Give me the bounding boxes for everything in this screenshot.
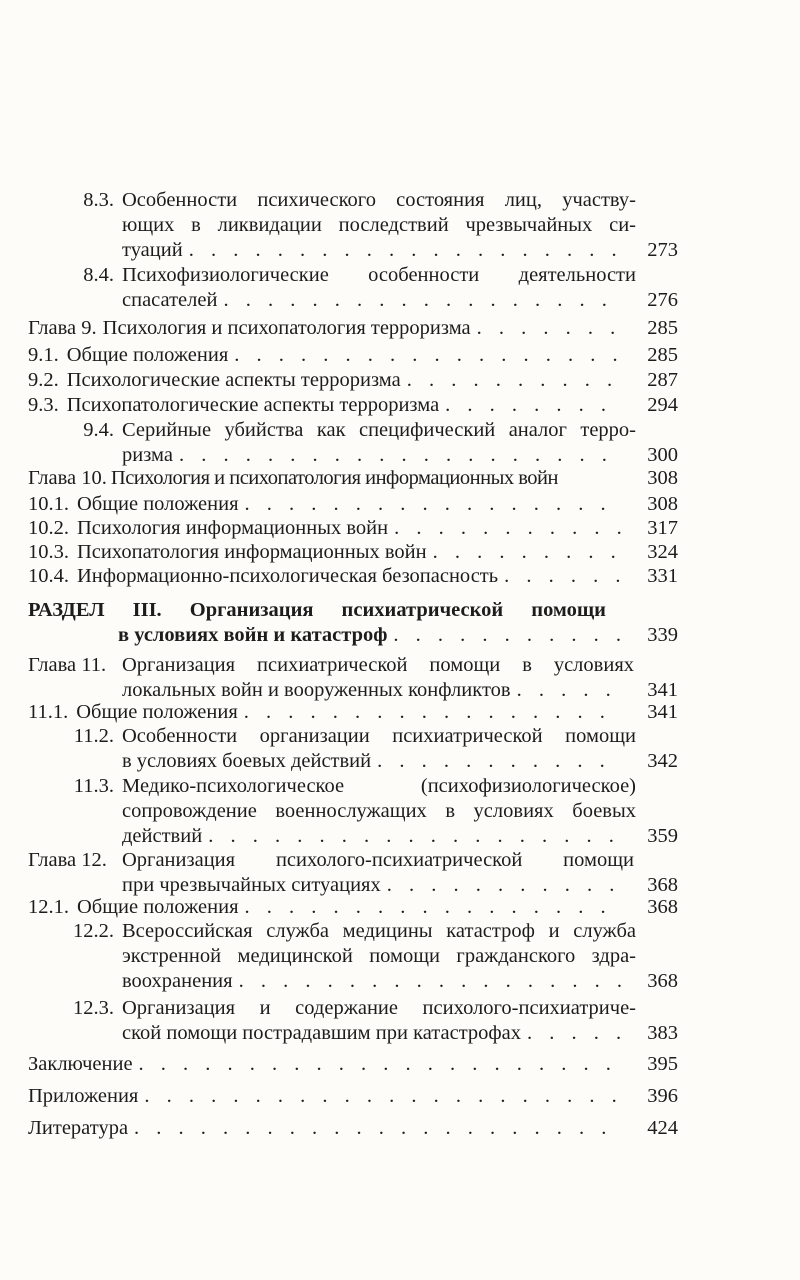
entry-title: Литература	[28, 1117, 129, 1139]
toc-entry-9-1	[28, 343, 678, 368]
entry-number: 9.1.	[28, 344, 59, 366]
page-number: 341	[647, 679, 678, 701]
entry-title-line-row	[122, 944, 636, 969]
leader-dots	[433, 540, 622, 565]
entry-number: 10.2.	[28, 517, 69, 539]
leader-dots	[393, 623, 622, 648]
toc-entry-11-2	[28, 724, 678, 749]
entry-title-line-row	[122, 799, 636, 824]
toc-entry-9-2	[28, 368, 678, 393]
page-number: 341	[647, 701, 678, 723]
entry-title-line: действий	[122, 825, 203, 847]
entry-title: Заключение	[28, 1053, 133, 1075]
toc-entry-12-3	[28, 996, 678, 1021]
leader-dots	[223, 288, 622, 313]
toc-entry-11-3	[28, 774, 678, 799]
chapter-label: Глава 12.	[28, 849, 107, 871]
toc-conclusion	[28, 1052, 678, 1077]
chapter-label: Глава 11.	[28, 654, 107, 676]
page-number: 273	[647, 239, 678, 261]
section-title-line: в условиях войн и катастроф	[118, 624, 388, 646]
entry-title-line: ской помощи пострадавшим при катастрофах	[122, 1022, 522, 1044]
chapter-label: Глава 9.	[28, 317, 97, 339]
entry-title-line: в условиях боевых действий	[122, 750, 372, 772]
entry-title: Общие положения	[66, 344, 229, 366]
page-number: 368	[647, 896, 678, 918]
entry-title-line: Медико-психологическое (психофизиологическое)	[122, 775, 636, 797]
leader-dots	[527, 1021, 622, 1046]
entry-number: 9.4.	[83, 419, 114, 441]
entry-number: 9.2.	[28, 369, 59, 391]
page-number: 287	[647, 369, 678, 391]
entry-title-line: ющих в ликвидации последствий чрезвычайных си-	[122, 214, 636, 236]
entry-title-line: Психофизиологические особенности деятельности	[122, 264, 636, 286]
page-number: 359	[647, 825, 678, 847]
page-number: 285	[647, 317, 678, 339]
toc-entry-10-4	[28, 564, 678, 589]
entry-number: 8.3.	[83, 189, 114, 211]
entry-number: 10.4.	[28, 565, 69, 587]
leader-dots	[244, 700, 622, 725]
entry-title: Общие положения	[77, 493, 239, 515]
toc-entry-9-3	[28, 393, 678, 418]
entry-last-line	[122, 749, 678, 774]
entry-number: 12.3.	[73, 997, 114, 1019]
toc-entry-10-3	[28, 540, 678, 565]
leader-dots	[477, 316, 622, 341]
page-number: 324	[647, 541, 678, 563]
chapter-label: Глава 10.	[28, 467, 107, 489]
chapter-title-line: при чрезвычайных ситуациях	[122, 874, 381, 896]
page-number: 276	[647, 289, 678, 311]
entry-number: 9.3.	[28, 394, 59, 416]
entry-title-line: Организация и содержание психолого-психиатриче-	[122, 997, 636, 1019]
entry-title-line-row	[122, 213, 636, 238]
page-number: 331	[647, 565, 678, 587]
leader-dots	[144, 1084, 622, 1109]
chapter-title: Психология и психопатология информационных войн	[110, 467, 558, 489]
leader-dots	[377, 749, 622, 774]
chapter-title: Психология и психопатология терроризма	[102, 317, 471, 339]
entry-title-line: туаций	[122, 239, 183, 261]
toc-entry-10-1	[28, 492, 678, 517]
toc-chapter-12	[28, 848, 678, 873]
entry-number: 12.1.	[28, 896, 69, 918]
entry-number: 11.2.	[73, 725, 114, 747]
toc-entry-10-2	[28, 516, 678, 541]
entry-last-line	[122, 288, 678, 313]
entry-title: Информационно-психологическая безопасность	[77, 565, 499, 587]
page-number: 285	[647, 344, 678, 366]
toc-literature	[28, 1116, 678, 1141]
chapter-title-line: Организация психолого-психиатрической помощи	[122, 849, 634, 871]
leader-dots	[139, 1052, 622, 1077]
toc-chapter-11	[28, 653, 678, 678]
entry-title: Общие положения	[76, 701, 238, 723]
leader-dots	[189, 238, 622, 263]
toc-chapter-9	[28, 316, 678, 341]
toc-entry-12-2	[28, 919, 678, 944]
entry-title-line: ризма	[122, 444, 173, 466]
page-number: 294	[647, 394, 678, 416]
section-title-line: РАЗДЕЛ III. Организация психиатрической помощи	[28, 599, 606, 621]
entry-title-line: Особенности психического состояния лиц, участву-	[122, 189, 636, 211]
toc-entry-9-4	[28, 418, 678, 443]
entry-last-line	[122, 824, 678, 849]
page-number: 317	[647, 517, 678, 539]
entry-title-line: Особенности организации психиатрической помощи	[122, 725, 636, 747]
toc-section-3	[28, 598, 606, 623]
entry-number: 10.3.	[28, 541, 69, 563]
entry-number: 12.2.	[73, 920, 114, 942]
toc-entry-8-4	[28, 263, 678, 288]
entry-title: Приложения	[28, 1085, 139, 1107]
entry-title: Общие положения	[77, 896, 239, 918]
page-number: 396	[647, 1085, 678, 1107]
entry-number: 11.1.	[28, 701, 69, 723]
leader-dots	[234, 343, 622, 368]
leader-dots	[208, 824, 622, 849]
page-number: 308	[647, 493, 678, 515]
leader-dots	[239, 969, 622, 994]
chapter-title-line: локальных войн и вооруженных конфликтов	[122, 679, 511, 701]
entry-title-line: экстренной медицинской помощи гражданского здра-	[122, 945, 636, 967]
page-number: 395	[647, 1053, 678, 1075]
page-number: 300	[647, 444, 678, 466]
toc-chapter-10	[28, 466, 678, 491]
entry-number: 11.3.	[73, 775, 114, 797]
entry-title: Психология информационных войн	[77, 517, 389, 539]
toc-entry-8-3	[28, 188, 678, 213]
page-number: 424	[647, 1117, 678, 1139]
entry-title-line: спасателей	[122, 289, 218, 311]
toc-entry-11-1	[28, 700, 678, 725]
entry-title: Психологические аспекты терроризма	[66, 369, 401, 391]
toc-entry-12-1	[28, 895, 678, 920]
leader-dots	[179, 443, 622, 468]
entry-last-line	[122, 443, 678, 468]
leader-dots	[134, 1116, 622, 1141]
entry-number: 8.4.	[83, 264, 114, 286]
leader-dots	[504, 564, 622, 589]
leader-dots	[445, 393, 622, 418]
page-number: 308	[647, 467, 678, 489]
entry-title-line: воохранения	[122, 970, 233, 992]
toc-appendices	[28, 1084, 678, 1109]
section-last-line	[118, 623, 678, 648]
leader-dots	[407, 368, 622, 393]
entry-title-line: сопровождение военнослужащих в условиях боевых	[122, 800, 636, 822]
leader-dots	[394, 516, 622, 541]
entry-last-line	[122, 969, 678, 994]
page-number: 339	[647, 624, 678, 646]
page-number: 342	[647, 750, 678, 772]
entry-title-line: Всероссийская служба медицины катастроф и служба	[122, 920, 636, 942]
entry-number: 10.1.	[28, 493, 69, 515]
page-number: 368	[647, 970, 678, 992]
entry-title: Психопатология информационных войн	[77, 541, 427, 563]
entry-last-line	[122, 1021, 678, 1046]
entry-title: Психопатологические аспекты терроризма	[66, 394, 440, 416]
leader-dots	[245, 895, 623, 920]
page-number: 383	[647, 1022, 678, 1044]
leader-dots	[245, 492, 623, 517]
entry-title-line: Серийные убийства как специфический аналог терро-	[122, 419, 636, 441]
page-number: 368	[647, 874, 678, 896]
chapter-title-line: Организация психиатрической помощи в условиях	[122, 654, 634, 676]
entry-last-line	[122, 238, 678, 263]
